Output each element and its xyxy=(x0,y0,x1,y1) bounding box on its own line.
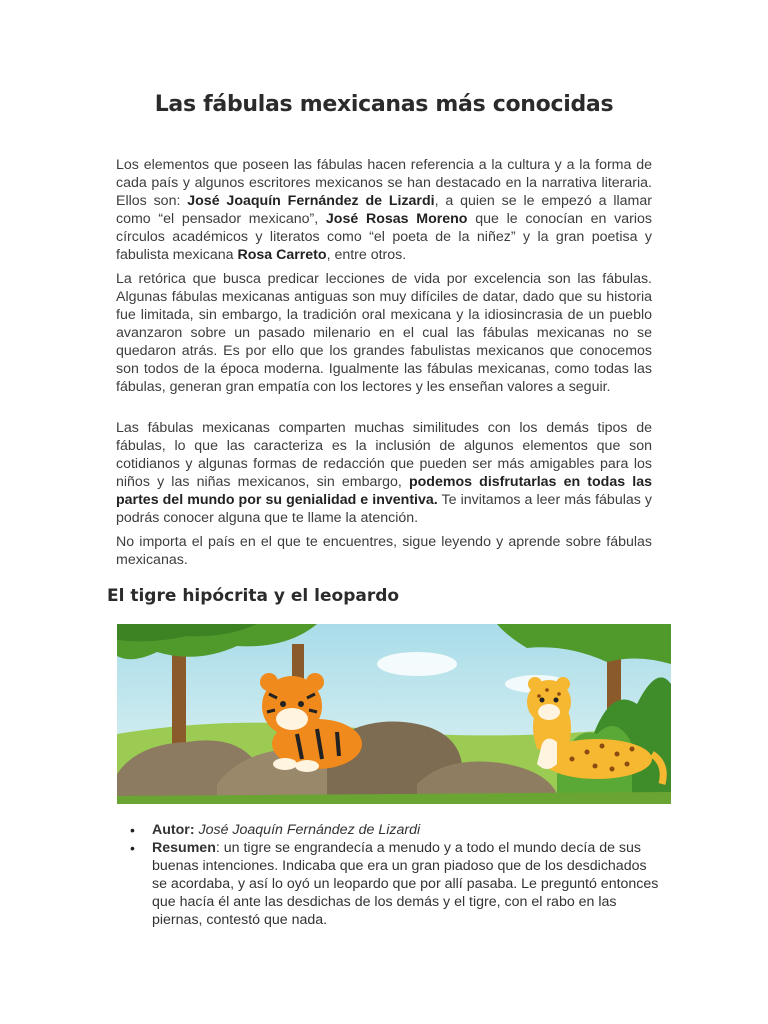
fable-illustration xyxy=(117,624,671,804)
author-name-rosas-moreno: José Rosas Moreno xyxy=(325,211,468,227)
highlight-text: podemos disfrutarlas en todas las partes del mundo por su genialidad e inventiva. xyxy=(116,474,653,508)
author-item: • Autor: José Joaquín Fernández de Lizardi xyxy=(152,821,664,839)
summary-item: • Resumen: un tigre se engrandecía a menudo y a todo el mundo decía de sus buenas intenciones. Indicaba que era un gran piadoso que de los desdichados se acordaba, y así lo oyó un leopardo que por allí pasaba. Le preguntó entonces que hacía él ante las desdichas de los demás y el tigre, con el rabo en las piernas, contestó que nada. xyxy=(152,839,664,929)
author-name-carreto: Rosa Carreto xyxy=(237,247,327,263)
tree-trunk xyxy=(172,654,186,744)
similarities-paragraph: Las fábulas mexicanas comparten muchas similitudes con los demás tipos de fábulas, lo que las caracteriza es la inclusión de algunos elementos que son cotidianos y algunas formas de redacción que pueden ser más amigables para los niños y las niñas mexicanos, sin embargo, podemos disfrutarlas en todas las partes del mundo por su genialidad e inventiva. Te invitamos a leer más fábulas y podrás conocer alguna que te llame la atención. xyxy=(116,420,653,526)
fable-title: El tigre hipócrita y el leopardo xyxy=(107,586,400,606)
rhetoric-paragraph: La retórica que busca predicar lecciones de vida por excelencia son las fábulas. Algunas fábulas mexicanas antiguas son muy difíciles de datar, dado que su historia fue limitada, sin embargo, la tradición oral mexicana y la idiosincrasia de un pueblo avanzaron sobre un pasado milenario en el cual las fábulas mexicanas no se quedaron atrás. Es por ello que los grandes fabulistas mexicanos que conocemos son todos de la época moderna. Igualmente las fábulas mexicanas, como todas las fábulas, generan gran empatía con los lectores y les enseñan valores a seguir. xyxy=(116,271,652,395)
fable-details xyxy=(152,821,664,929)
tiger-leopard-scene xyxy=(117,624,671,804)
author-name-lizardi: José Joaquín Fernández de Lizardi xyxy=(187,193,435,209)
cloud xyxy=(377,652,457,676)
page-title: Las fábulas mexicanas más conocidas xyxy=(154,92,614,117)
closing-paragraph: No importa el país en el que te encuentres, sigue leyendo y aprende sobre fábulas mexicanas. xyxy=(116,534,652,568)
intro-paragraph: Los elementos que poseen las fábulas hacen referencia a la cultura y a la forma de cada país y algunos escritores mexicanos se han destacado en la narrativa literaria. Ellos son: José Joaquín Fernández de Lizardi, a quien se le empezó a llamar como “el pensador mexicano”, José Rosas Moreno que le conocían en varios círculos académicos y literatos como “el poeta de la niñez” y la gran poetisa y fabulista mexicana Rosa Carreto, entre otros. xyxy=(116,157,652,263)
